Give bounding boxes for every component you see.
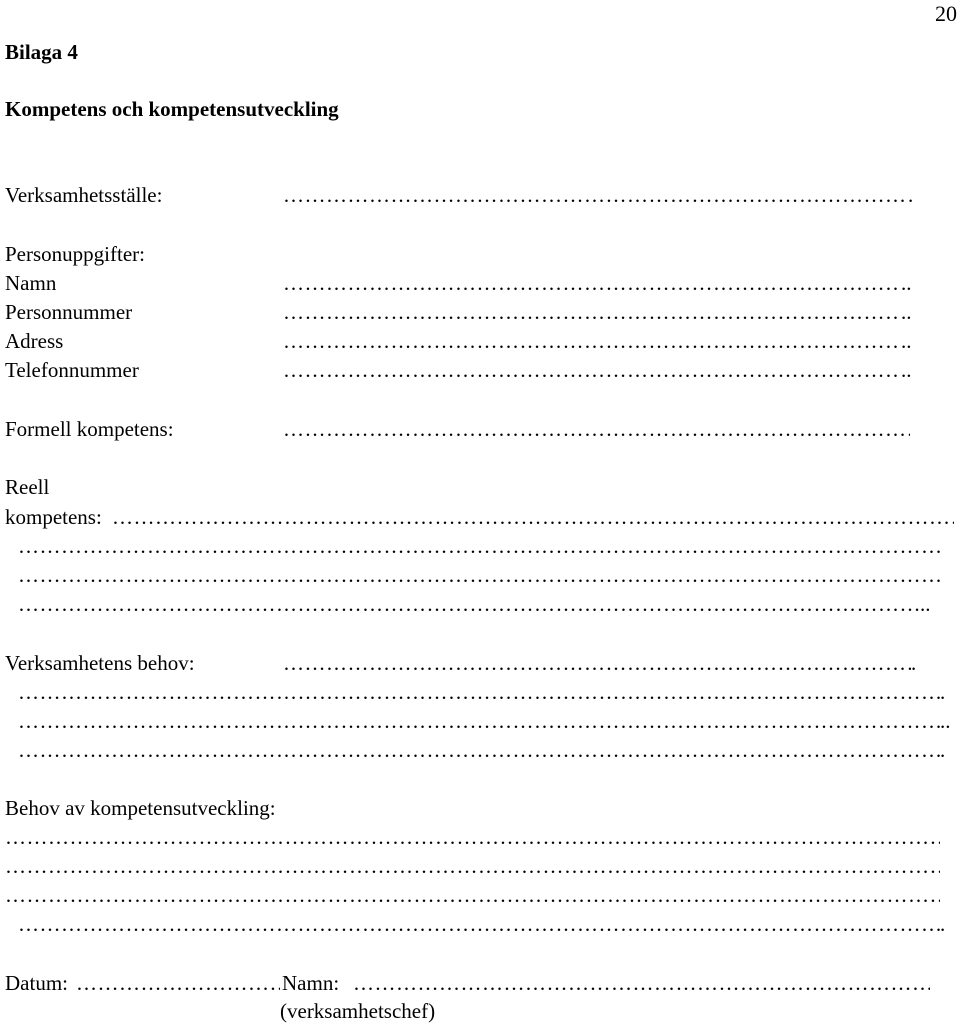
needs-field-3-end: .. [940,709,951,733]
page-number: 20 [935,1,957,26]
date-field[interactable] [76,973,280,994]
id-number-field-end: .. [901,300,912,324]
needs-field-3[interactable] [18,711,940,732]
address-label: Adress [5,329,64,353]
date-label: Datum: [5,971,68,995]
real-competence-field-end: .. [920,592,931,616]
real-competence-field-3[interactable] [18,565,940,586]
id-number-field[interactable] [283,302,901,323]
address-field-end: .. [901,329,912,353]
needs-field-1-end: . [911,651,917,675]
development-field-1[interactable] [5,827,940,848]
development-field-4[interactable] [18,914,940,935]
attachment-heading: Bilaga 4 [5,40,78,64]
development-field-3[interactable] [5,885,940,906]
name-field-end: .. [901,271,912,295]
workplace-field-end: . [908,183,914,207]
development-label: Behov av kompetensutveckling: [5,796,276,820]
personal-heading: Personuppgifter: [5,242,145,266]
needs-field-1[interactable] [283,653,911,674]
signer-name-field[interactable] [353,973,930,994]
real-competence-field-1[interactable] [112,507,954,528]
phone-field[interactable] [283,360,901,381]
real-competence-label-line2: kompetens: [5,505,102,529]
needs-field-4-end: . [940,738,946,762]
formal-competence-label: Formell kompetens: [5,417,174,441]
name-label: Namn [5,271,57,295]
real-competence-field-2[interactable] [18,536,940,557]
real-competence-label-line1: Reell [5,475,50,499]
real-competence-field-4[interactable] [18,594,920,615]
formal-competence-field[interactable] [283,419,910,440]
development-field-2[interactable] [5,856,940,877]
needs-label: Verksamhetens behov: [5,651,195,675]
workplace-field[interactable] [283,185,908,206]
development-field-4-end: . [940,912,946,936]
document-title: Kompetens och kompetensutveckling [5,97,339,121]
needs-field-2-end: . [940,680,946,704]
signer-name-label: Namn: [282,971,340,995]
address-field[interactable] [283,331,901,352]
phone-field-end: .. [901,358,912,382]
workplace-label: Verksamhetsställe: [5,183,163,207]
phone-label: Telefonnummer [5,358,139,382]
id-number-label: Personnummer [5,300,133,324]
name-field[interactable] [283,273,901,294]
needs-field-4[interactable] [18,740,940,761]
needs-field-2[interactable] [18,682,940,703]
signer-role: (verksamhetschef) [280,999,436,1023]
